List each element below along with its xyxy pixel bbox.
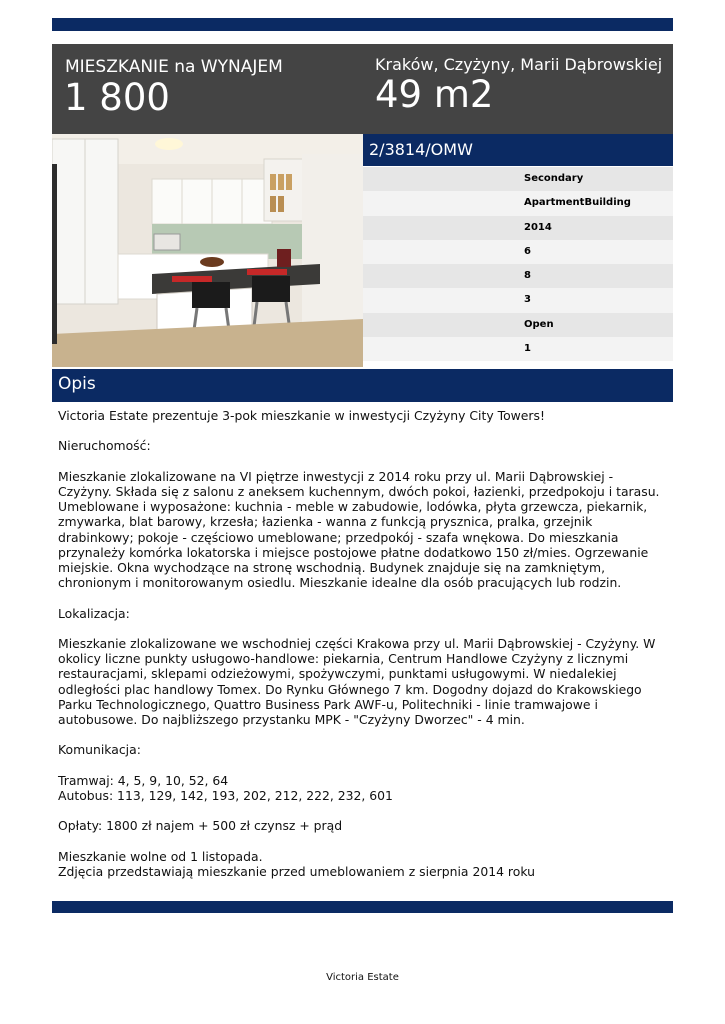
fees-text: Opłaty: 1800 zł najem + 500 zł czynsz + prąd — [58, 818, 343, 834]
attribute-value: 2014 — [524, 221, 552, 233]
attribute-value: ApartmentBuilding — [524, 197, 631, 209]
attribute-row — [363, 313, 673, 337]
attribute-row — [363, 167, 673, 191]
listing-area: 49 m2 — [375, 73, 494, 116]
location-text: Mieszkanie zlokalizowane we wschodniej części Krakowa przy ul. Marii Dąbrowskiej - Czyżyny. W okolicy liczne punkty usługowo-handlowe: piekarnia, Centrum Handlowe Czyżyny z licznymi restauracjami, sklepami odzieżowymi, spożywczymi, punktami usługowymi. W niedalekiej odległości plac handlowy Tomex. Do Rynku Głównego 7 km. Dogodny dojazd do Krakowskiego Parku Technologicznego, Quattro Business Park AWF-u, Politechniki - linie tramwajowe i autobusowe. Do najbliższego przystanku MPK - "Czyżyny Dworzec" - 4 min. — [58, 635, 656, 727]
attribute-row — [363, 288, 673, 312]
description-section-bar — [52, 369, 673, 402]
attribute-value: Open — [524, 318, 554, 330]
bottom-accent-band — [52, 901, 673, 913]
attribute-row — [363, 216, 673, 240]
attribute-value: 1 — [524, 343, 531, 355]
location-heading: Lokalizacja: — [58, 605, 130, 621]
listing-price: 1 800 — [64, 76, 170, 119]
attribute-row — [363, 191, 673, 215]
photos-note: Zdjęcia przedstawiają mieszkanie przed umeblowaniem z sierpnia 2014 roku — [58, 863, 535, 879]
transport-heading: Komunikacja: — [58, 742, 141, 758]
attribute-row — [363, 240, 673, 264]
footer-agency: Victoria Estate — [326, 972, 399, 983]
attribute-value: 3 — [524, 294, 531, 306]
kitchen-photo — [52, 134, 363, 367]
property-text: Mieszkanie zlokalizowane na VI piętrze inwestycji z 2014 roku przy ul. Marii Dąbrowskiej - Czyżyny. Składa się z salonu z aneksem kuchennym, dwóch pokoi, łazienki, przedpokoju i tarasu. Umeblowane i wyposażone: kuchnia - meble w zabudowie, lodówka, płyta grzewcza, piekarnik, zmywarka, blat barowy, krzesła; łazienka - wanna z funkcją prysznica, pralka, grzejnik drabinkowy; pokoje - częściowo umeblowane; przedpokój - szafa wnękowa. Do mieszkania przynależy komórka lokatorska i miejsce postojowe płatne dodatkowo 150 zł/mies. Ogrzewanie miejskie. Okna wychodzące na stronę wschodnią. Budynek znajduje się na zamkniętym, chronionym i monitorowanym osiedlu. Mieszkanie idealne dla osób pracujących lub rodzin. — [58, 468, 660, 591]
tram-lines: Tramwaj: 4, 5, 9, 10, 52, 64 — [58, 772, 229, 788]
listing-header — [52, 44, 673, 134]
description-intro: Victoria Estate prezentuje 3-pok mieszkanie w inwestycji Czyżyny City Towers! — [58, 408, 545, 423]
reference-number: 2/3814/OMW — [369, 140, 473, 159]
attribute-value: Secondary — [524, 173, 584, 184]
availability-text: Mieszkanie wolne od 1 listopada. — [58, 848, 263, 864]
attribute-row — [363, 264, 673, 288]
attribute-value: 8 — [524, 270, 531, 282]
bus-lines: Autobus: 113, 129, 142, 193, 202, 212, 222, 232, 601 — [58, 787, 393, 803]
section-title: Opis — [58, 374, 96, 394]
listing-type: MIESZKANIE na WYNAJEM — [65, 57, 283, 77]
reference-bar — [363, 134, 673, 166]
attributes-table — [363, 167, 673, 361]
property-heading: Nieruchomość: — [58, 438, 151, 454]
attribute-row — [363, 337, 673, 361]
top-accent-band — [52, 18, 673, 31]
listing-location: Kraków, Czyżyny, Marii Dąbrowskiej — [375, 55, 663, 74]
description-body — [58, 408, 670, 879]
attribute-value: 6 — [524, 245, 531, 257]
